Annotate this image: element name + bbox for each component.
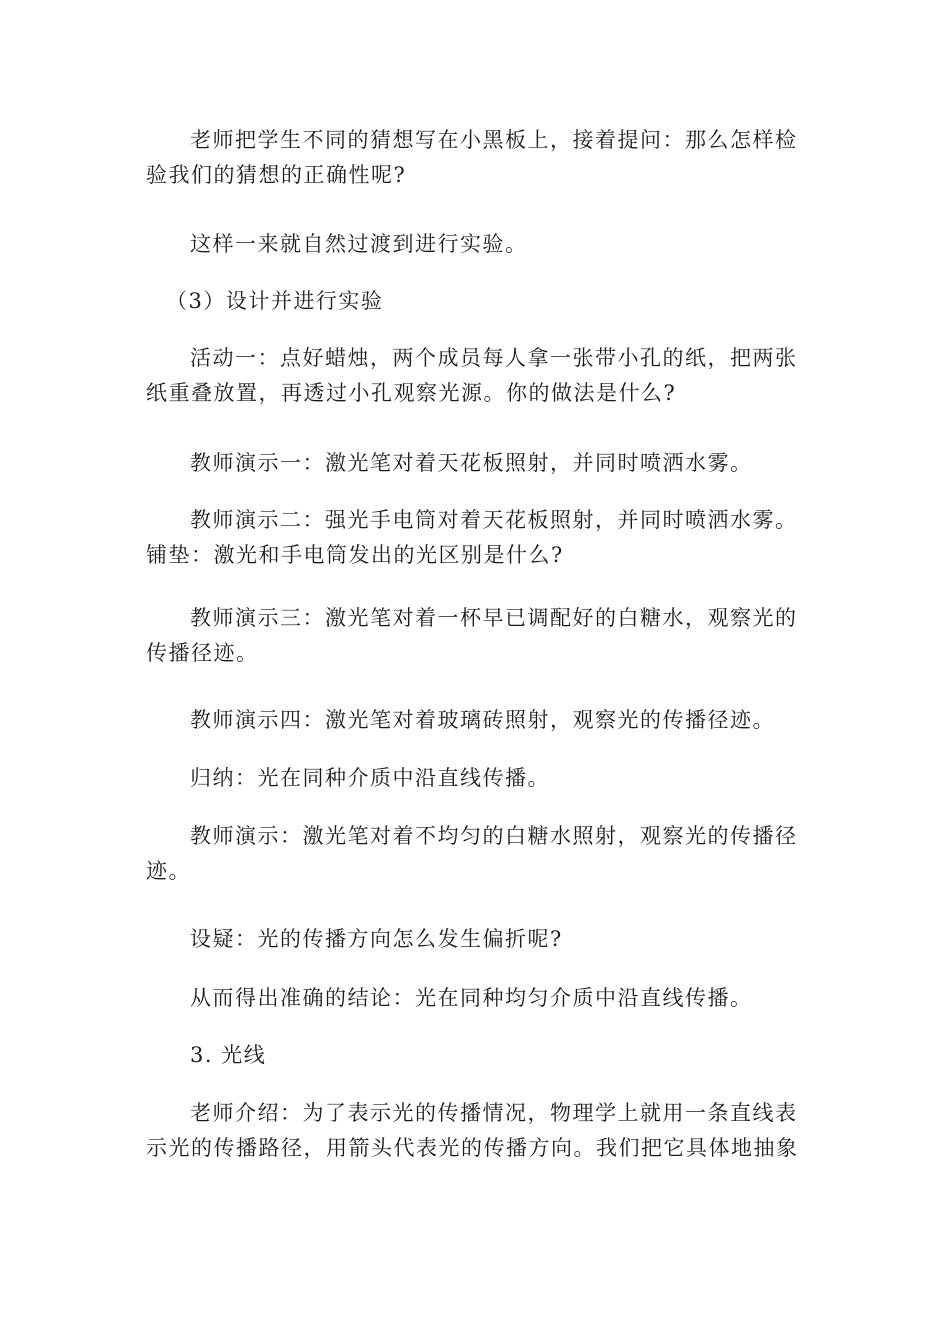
paragraph-demo-one [146, 446, 796, 481]
paragraph-line: 老师把学生不同的猜想写在小黑板上，接着提问：那么怎样检 [190, 128, 798, 152]
paragraph-line: 设疑：光的传播方向怎么发生偏折呢? [190, 927, 563, 951]
paragraph-line: 老师介绍：为了表示光的传播情况，物理学上就用一条直线表 [190, 1101, 798, 1125]
paragraph-line: 教师演示：激光笔对着不均匀的白糖水照射，观察光的传播径 [190, 824, 798, 848]
paragraph-conclusion [146, 981, 796, 1016]
paragraph-line: 传播径迹。 [146, 641, 259, 665]
paragraph-line: 这样一来就自然过渡到进行实验。 [190, 232, 528, 256]
paragraph-transition-to-experiment [146, 227, 796, 262]
section-heading-light-ray [146, 1038, 796, 1073]
paragraph-line: （3）设计并进行实验 [166, 289, 384, 313]
paragraph-line: 教师演示二：强光手电筒对着天花板照射，并同时喷洒水雾。 [190, 508, 798, 532]
paragraph-teacher-introduces [146, 1096, 799, 1166]
paragraph-line: 教师演示三：激光笔对着一杯早已调配好的白糖水，观察光的 [190, 606, 798, 630]
paragraph-line: 迹。 [146, 859, 191, 883]
paragraph-activity-one [146, 341, 796, 411]
paragraph-demo-four [146, 703, 796, 738]
paragraph-line: 教师演示四：激光笔对着玻璃砖照射，观察光的传播径迹。 [190, 708, 775, 732]
paragraph-line: 验我们的猜想的正确性呢? [146, 163, 407, 187]
section-heading-design-experiment [146, 284, 796, 319]
paragraph-demo-three [146, 601, 796, 671]
paragraph-line: 3. 光线 [190, 1043, 267, 1067]
paragraph-demo-uneven-sugar-water [146, 819, 796, 889]
paragraph-line: 从而得出准确的结论：光在同种均匀介质中沿直线传播。 [190, 986, 753, 1010]
paragraph-line: 活动一：点好蜡烛，两个成员每人拿一张带小孔的纸，把两张 [190, 346, 798, 370]
paragraph-teacher-writes-guesses [146, 123, 796, 193]
paragraph-line: 纸重叠放置，再透过小孔观察光源。你的做法是什么? [146, 381, 677, 405]
paragraph-line: 铺垫：激光和手电筒发出的光区别是什么? [146, 543, 564, 567]
paragraph-demo-two [146, 503, 796, 573]
paragraph-summary [146, 761, 796, 796]
paragraph-line: 教师演示一：激光笔对着天花板照射，并同时喷洒水雾。 [190, 451, 753, 475]
paragraph-line: 示光的传播路径，用箭头代表光的传播方向。我们把它具体地抽象 [146, 1136, 799, 1160]
paragraph-question [146, 922, 796, 957]
paragraph-line: 归纳：光在同种介质中沿直线传播。 [190, 766, 550, 790]
